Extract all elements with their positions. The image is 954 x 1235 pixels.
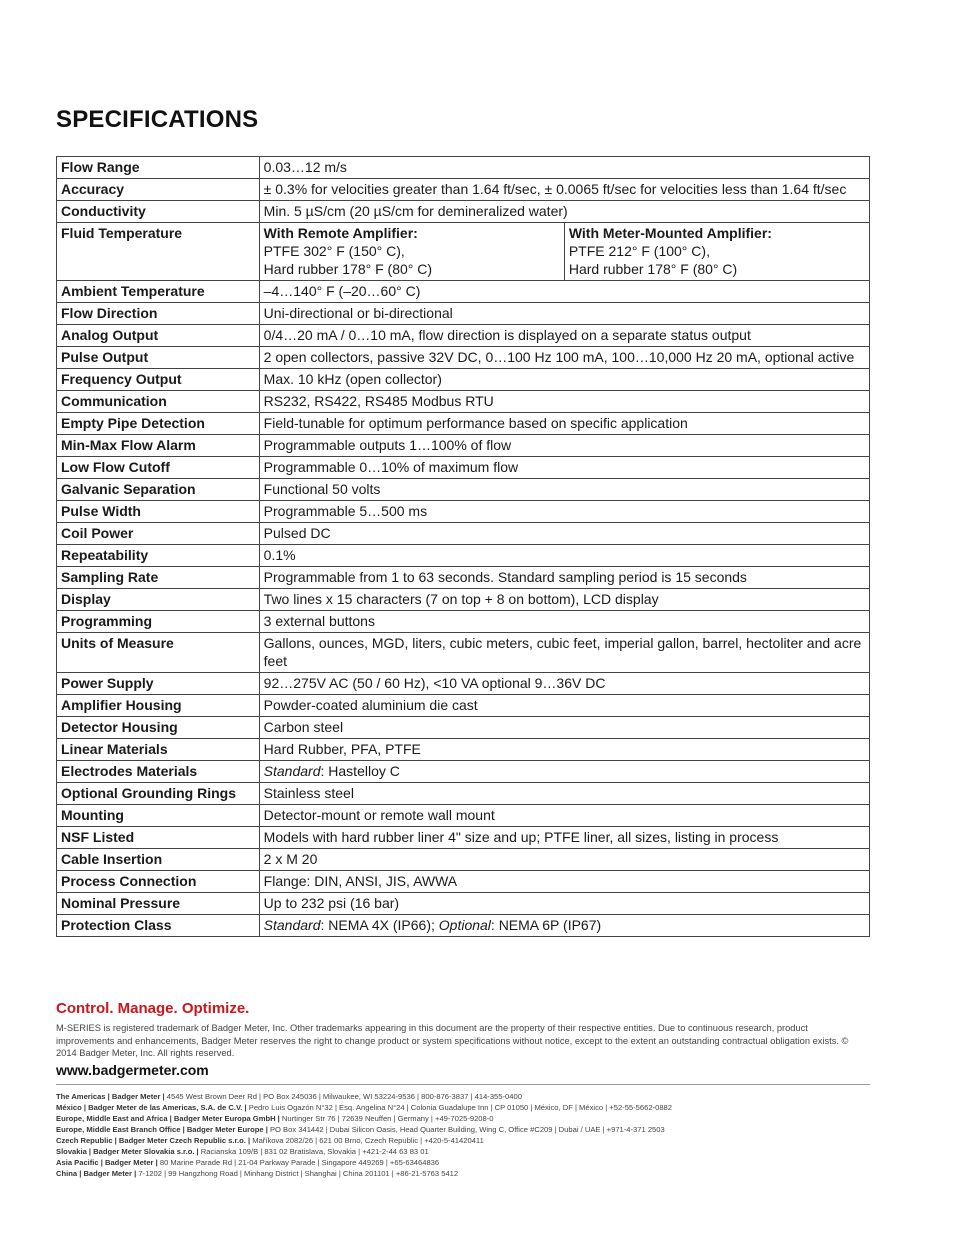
spec-label: Accuracy <box>57 179 260 201</box>
spec-value <box>259 761 869 783</box>
tagline: Control. Manage. Optimize. <box>56 1000 250 1017</box>
spec-label: Coil Power <box>57 523 260 545</box>
table-row <box>57 717 870 739</box>
table-row <box>57 739 870 761</box>
spec-label: Ambient Temperature <box>57 281 260 303</box>
spec-value: 0/4…20 mA / 0…10 mA, flow direction is displayed on a separate status output <box>259 325 869 347</box>
table-row <box>57 589 870 611</box>
spec-label: Display <box>57 589 260 611</box>
spec-label: Sampling Rate <box>57 567 260 589</box>
spec-value: Functional 50 volts <box>259 479 869 501</box>
table-row <box>57 413 870 435</box>
spec-value: 0.03…12 m/s <box>259 157 869 179</box>
spec-label: Cable Insertion <box>57 849 260 871</box>
table-row <box>57 223 870 281</box>
spec-label: Pulse Width <box>57 501 260 523</box>
office-details: Pedro Luis Ogazón N°32 | Esq. Angelina N°24 | Colonia Guadalupe Inn | CP 01050 | México, DF | México | +52-55-5662-0882 <box>248 1103 672 1112</box>
spec-value: RS232, RS422, RS485 Modbus RTU <box>259 391 869 413</box>
page-title: SPECIFICATIONS <box>56 106 259 133</box>
office-details: Nurtinger Str 76 | 72639 Neuffen | Germany | +49-7025-9208-0 <box>281 1114 494 1123</box>
spec-label: Nominal Pressure <box>57 893 260 915</box>
spec-value: Programmable from 1 to 63 seconds. Standard sampling period is 15 seconds <box>259 567 869 589</box>
spec-label: Electrodes Materials <box>57 761 260 783</box>
office-address <box>56 1135 870 1146</box>
spec-value: Two lines x 15 characters (7 on top + 8 on bottom), LCD display <box>259 589 869 611</box>
spec-label: Repeatability <box>57 545 260 567</box>
spec-label: Mounting <box>57 805 260 827</box>
spec-value: Uni-directional or bi-directional <box>259 303 869 325</box>
optional-value: : NEMA 6P (IP67) <box>490 917 602 933</box>
spec-label: Conductivity <box>57 201 260 223</box>
spec-value: Models with hard rubber liner 4" size and up; PTFE liner, all sizes, listing in process <box>259 827 869 849</box>
spec-label: Frequency Output <box>57 369 260 391</box>
table-row <box>57 479 870 501</box>
office-region: China | Badger Meter | <box>56 1169 139 1178</box>
meter-amplifier-cell <box>564 223 869 281</box>
spec-label: Galvanic Separation <box>57 479 260 501</box>
table-row <box>57 369 870 391</box>
table-row <box>57 673 870 695</box>
table-row <box>57 281 870 303</box>
spec-label: NSF Listed <box>57 827 260 849</box>
table-row <box>57 567 870 589</box>
office-address <box>56 1102 870 1113</box>
spec-value: Min. 5 µS/cm (20 µS/cm for demineralized water) <box>259 201 869 223</box>
legal-notice: M-SERIES is registered trademark of Badger Meter, Inc. Other trademarks appearing in this document are the property of their respective entities. Due to continuous research, product improvements and enhancements, Badger Meter reserves the right to change product or system specifications without notice, except to the extent an outstanding contractual obligation exists. © 2014 Badger Meter, Inc. All rights reserved. <box>56 1023 849 1058</box>
spec-label: Fluid Temperature <box>57 223 260 281</box>
spec-label: Communication <box>57 391 260 413</box>
spec-label: Empty Pipe Detection <box>57 413 260 435</box>
website-link[interactable]: www.badgermeter.com <box>56 1062 209 1078</box>
spec-value: Detector-mount or remote wall mount <box>259 805 869 827</box>
table-row <box>57 827 870 849</box>
spec-label: Linear Materials <box>57 739 260 761</box>
table-row <box>57 325 870 347</box>
office-details: Racianska 109/B | 831 02 Bratislava, Slovakia | +421-2-44 63 83 01 <box>200 1147 429 1156</box>
spec-label: Power Supply <box>57 673 260 695</box>
spec-value: –4…140° F (–20…60° C) <box>259 281 869 303</box>
office-addresses <box>56 1091 870 1179</box>
spec-value: Flange: DIN, ANSI, JIS, AWWA <box>259 871 869 893</box>
office-details: PO Box 341442 | Dubai Silicon Oasis, Head Quarter Building, Wing C, Office #C209 | Dubai / UAE | +971-4-371 2503 <box>269 1125 665 1134</box>
table-row <box>57 915 870 937</box>
spec-value: Hard Rubber, PFA, PTFE <box>259 739 869 761</box>
office-details: Maříkova 2082/26 | 621 00 Brno, Czech Republic | +420-5-41420411 <box>252 1136 484 1145</box>
meter-amplifier-heading: With Meter-Mounted Amplifier: <box>568 225 772 241</box>
office-region: Asia Pacific | Badger Meter | <box>56 1158 160 1167</box>
remote-amplifier-cell <box>259 223 564 281</box>
table-row <box>57 201 870 223</box>
remote-amplifier-line: PTFE 302° F (150° C), <box>263 243 405 259</box>
remote-amplifier-heading: With Remote Amplifier: <box>263 225 418 241</box>
spec-value: Programmable 5…500 ms <box>259 501 869 523</box>
spec-label: Low Flow Cutoff <box>57 457 260 479</box>
office-region: Europe, Middle East and Africa | Badger Meter Europa GmbH | <box>56 1114 282 1123</box>
table-row <box>57 633 870 673</box>
spec-value: Carbon steel <box>259 717 869 739</box>
office-details: 7-1202 | 99 Hangzhong Road | Minhang District | Shanghai | China 201101 | +86-21-5763 5412 <box>138 1169 459 1178</box>
table-row <box>57 391 870 413</box>
table-row <box>57 435 870 457</box>
table-row <box>57 783 870 805</box>
office-address <box>56 1157 870 1168</box>
divider <box>56 1084 870 1085</box>
office-region: México | Badger Meter de las Americas, S.A. de C.V. | <box>56 1103 249 1112</box>
spec-label: Flow Direction <box>57 303 260 325</box>
table-row <box>57 545 870 567</box>
table-row <box>57 611 870 633</box>
standard-label: Standard <box>263 917 321 933</box>
table-row <box>57 805 870 827</box>
table-row <box>57 179 870 201</box>
office-address <box>56 1146 870 1157</box>
specifications-table <box>56 156 870 937</box>
spec-label: Programming <box>57 611 260 633</box>
spec-label: Protection Class <box>57 915 260 937</box>
table-row <box>57 303 870 325</box>
spec-value <box>259 915 869 937</box>
table-row <box>57 523 870 545</box>
spec-label: Detector Housing <box>57 717 260 739</box>
spec-value: 2 open collectors, passive 32V DC, 0…100 Hz 100 mA, 100…10,000 Hz 20 mA, optional active <box>259 347 869 369</box>
table-row <box>57 893 870 915</box>
spec-value: Programmable 0…10% of maximum flow <box>259 457 869 479</box>
spec-value: 3 external buttons <box>259 611 869 633</box>
spec-label: Min-Max Flow Alarm <box>57 435 260 457</box>
standard-label: Standard <box>263 763 321 779</box>
office-address <box>56 1124 870 1135</box>
table-row <box>57 347 870 369</box>
table-row <box>57 761 870 783</box>
spec-value: Stainless steel <box>259 783 869 805</box>
spec-label: Pulse Output <box>57 347 260 369</box>
spec-value: 2 x M 20 <box>259 849 869 871</box>
table-row <box>57 157 870 179</box>
spec-value: Powder-coated aluminium die cast <box>259 695 869 717</box>
spec-label: Units of Measure <box>57 633 260 673</box>
spec-label: Process Connection <box>57 871 260 893</box>
standard-value: : NEMA 4X (IP66); <box>320 917 439 933</box>
meter-amplifier-line: Hard rubber 178° F (80° C) <box>568 261 738 277</box>
spec-value: Field-tunable for optimum performance based on specific application <box>259 413 869 435</box>
office-details: 80 Marine Parade Rd | 21-04 Parkway Parade | Singapore 449269 | +65-63464836 <box>159 1158 440 1167</box>
office-region: Europe, Middle East Branch Office | Badger Meter Europe | <box>56 1125 270 1134</box>
spec-value: ± 0.3% for velocities greater than 1.64 ft/sec, ± 0.0065 ft/sec for velocities less than 1.64 ft/sec <box>259 179 869 201</box>
spec-label: Optional Grounding Rings <box>57 783 260 805</box>
optional-label: Optional <box>438 917 491 933</box>
spec-value: 0.1% <box>259 545 869 567</box>
spec-label: Analog Output <box>57 325 260 347</box>
spec-value: Programmable outputs 1…100% of flow <box>259 435 869 457</box>
spec-value: 92…275V AC (50 / 60 Hz), <10 VA optional 9…36V DC <box>259 673 869 695</box>
table-row <box>57 871 870 893</box>
electrodes-value: : Hastelloy C <box>320 763 400 779</box>
office-address <box>56 1168 870 1179</box>
spec-value: Gallons, ounces, MGD, liters, cubic meters, cubic feet, imperial gallon, barrel, hectoliter and acre feet <box>259 633 869 673</box>
spec-value: Pulsed DC <box>259 523 869 545</box>
office-region: Czech Republic | Badger Meter Czech Republic s.r.o. | <box>56 1136 253 1145</box>
meter-amplifier-line: PTFE 212° F (100° C), <box>568 243 710 259</box>
table-row <box>57 695 870 717</box>
office-region: The Americas | Badger Meter | <box>56 1092 167 1101</box>
office-details: 4545 West Brown Deer Rd | PO Box 245036 | Milwaukee, WI 53224-9536 | 800-876-3837 | 414-355-0400 <box>166 1092 522 1101</box>
remote-amplifier-line: Hard rubber 178° F (80° C) <box>263 261 433 277</box>
spec-label: Amplifier Housing <box>57 695 260 717</box>
table-row <box>57 849 870 871</box>
spec-value: Max. 10 kHz (open collector) <box>259 369 869 391</box>
spec-label: Flow Range <box>57 157 260 179</box>
table-row <box>57 501 870 523</box>
table-row <box>57 457 870 479</box>
office-region: Slovakia | Badger Meter Slovakia s.r.o. | <box>56 1147 201 1156</box>
spec-value: Up to 232 psi (16 bar) <box>259 893 869 915</box>
office-address <box>56 1113 870 1124</box>
office-address <box>56 1091 870 1102</box>
